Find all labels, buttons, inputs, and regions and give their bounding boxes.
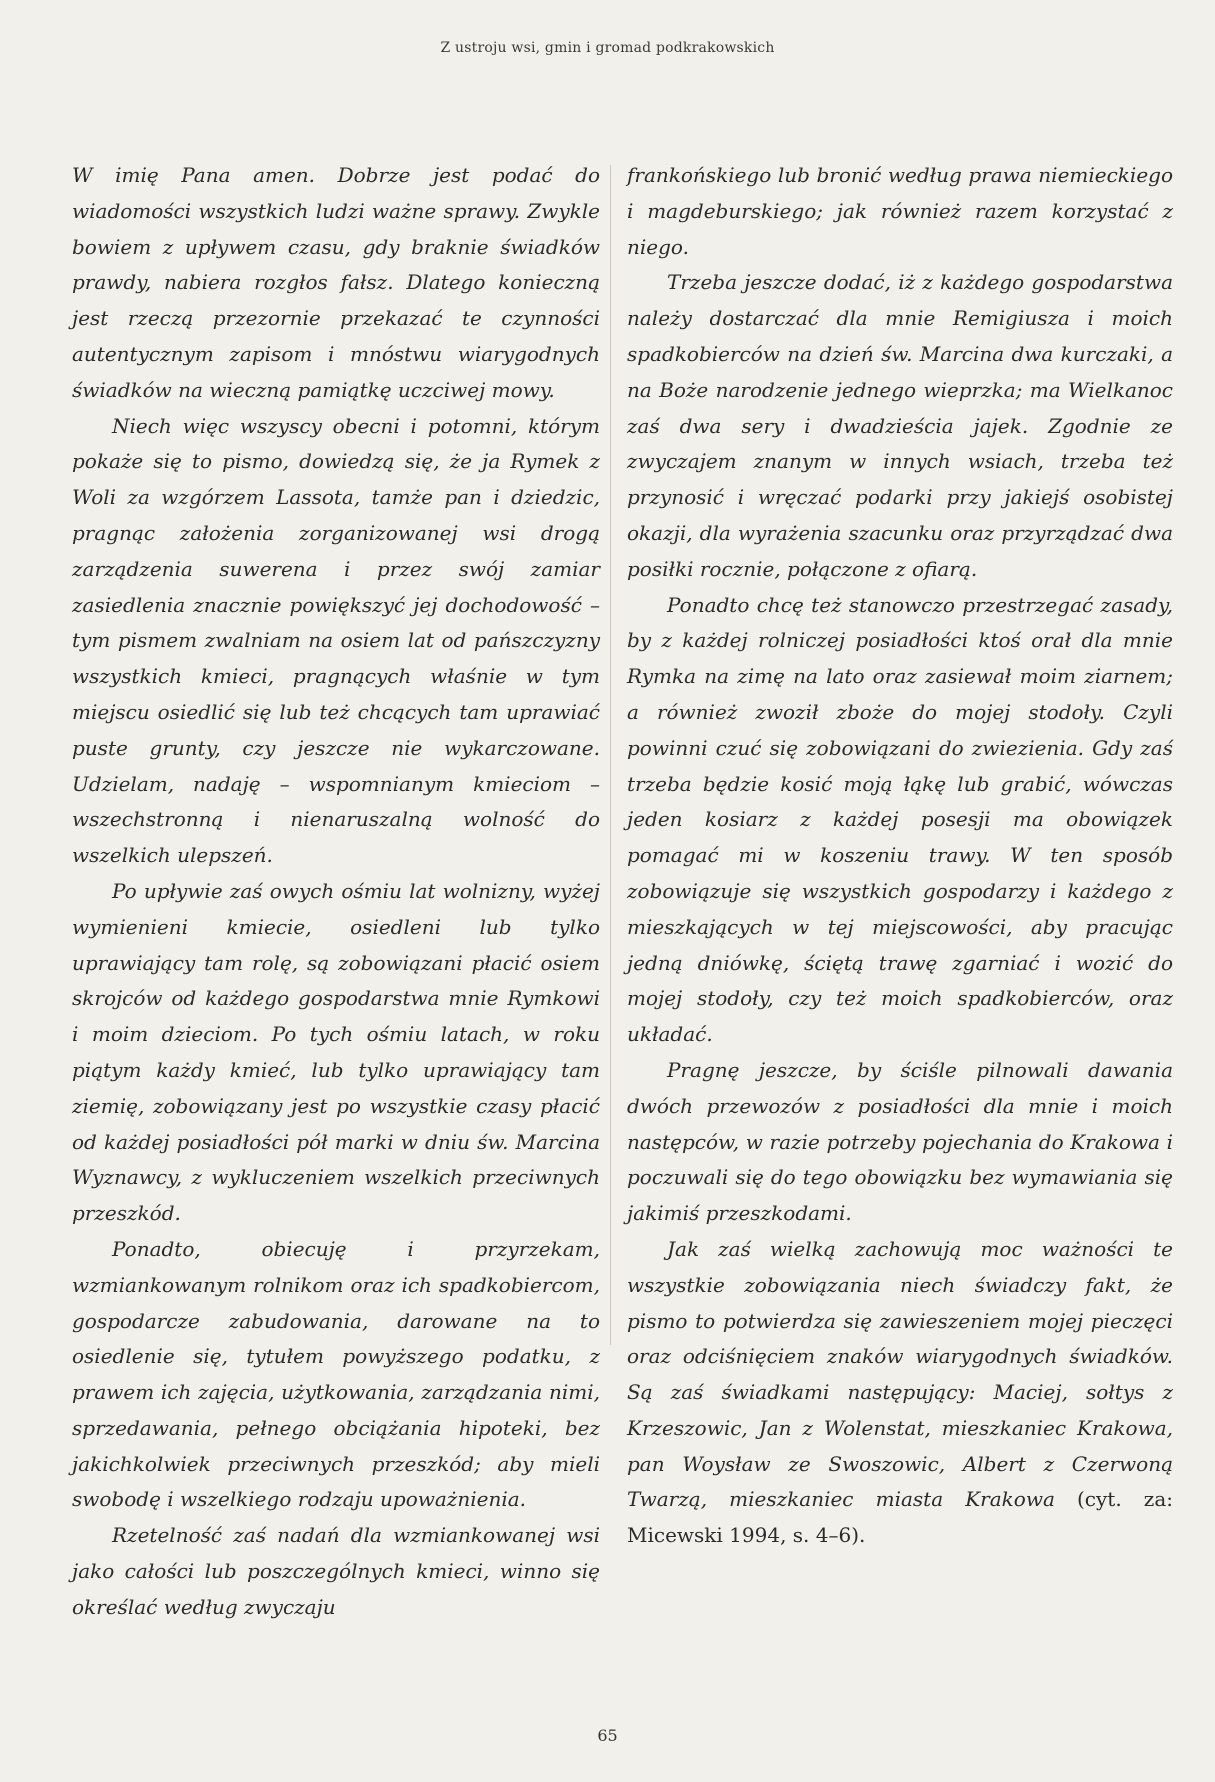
paragraph: Niech więc wszyscy obecni i potomni, którym pokaże się to pismo, dowiedzą się, że ja Rymek z Woli za wzgórzem Lassota, tamże pan i dziedzic, pragnąc założenia zorganizowanej wsi drogą zarządzenia suwerena i przez swój zamiar zasiedlenia znacznie powiększyć jej dochodowość – tym pismem zwalniam na osiem lat od pańszczyzny wszystkich kmieci, pragnących właśnie w tym miejscu osiedlić się lub też chcących tam uprawiać puste grunty, czy jeszcze nie wykarczowane. Udzielam, nadaję – wspomnianym kmieciom – wszechstronną i nienaruszalną wolność do wszelkich ulepszeń.	[72, 413, 600, 868]
paragraph: Ponadto chcę też stanowczo przestrzegać zasady, by z każdej rolniczej posiadłości ktoś orał dla mnie Rymka na zimę na lato oraz zasiewał moim ziarnem; a również zwoził zboże do mojej stodoły. Czyli powinni czuć się zobowiązani do zwiezienia. Gdy zaś trzeba będzie kosić moją łąkę lub grabić, wówczas jeden kosiarz z każdej posesji ma obowiązek pomagać mi w koszeniu trawy. W ten sposób zobowiązuje się wszystkich gospodarzy i każdego z mieszkających w tej miejscowości, aby pracując jedną dniówkę, ściętą trawę zgarniać i wozić do mojej stodoły, czy też moich spadkobierców, oraz układać.	[627, 592, 1173, 1047]
paragraph: W imię Pana amen. Dobrze jest podać do wiadomości wszystkich ludzi ważne sprawy. Zwykle bowiem z upływem czasu, gdy braknie świadków prawdy, nabiera rozgłos fałsz. Dlatego konieczną jest rzeczą przezornie przekazać te czynności autentycznym zapisom i mnóstwu wiarygodnych świadków na wieczną pamiątkę uczciwej mowy.	[72, 163, 600, 402]
paragraph	[627, 1232, 1173, 1554]
paragraph: Trzeba jeszcze dodać, iż z każdego gospodarstwa należy dostarczać dla mnie Remigiusza i moich spadkobierców na dzień św. Marcina dwa kurczaki, a na Boże narodzenie jednego wieprzka; ma Wielkanoc zaś dwa sery i dwadzieścia jajek. Zgodnie ze zwyczajem znanym w innych wsiach, trzeba też przynosić i wręczać podarki przy jakiejś osobistej okazji, dla wyrażenia szacunku oraz przyrządzać dwa posiłki rocznie, połączone z ofiarą.	[627, 270, 1173, 581]
paragraph: Ponadto, obiecuję i przyrzekam, wzmiankowanym rolnikom oraz ich spadkobiercom, gospodarcze zabudowania, darowane na to osiedlenie się, tytułem powyższego podatku, z prawem ich zajęcia, użytkowania, zarządzania nimi, sprzedawania, pełnego obciążania hipoteki, bez jakichkolwiek przeciwnych przeszkód; aby mieli swobodę i wszelkiego rodzaju upoważnienia.	[72, 1236, 600, 1512]
running-header: Z ustroju wsi, gmin i gromad podkrakowskich	[440, 40, 775, 56]
citation: (cyt. za: Micewski 1994, s. 4–6).	[627, 1487, 1173, 1548]
paragraph: Pragnę jeszcze, by ściśle pilnowali dawania dwóch przewozów z posiadłości dla mnie i moich następców, w razie potrzeby pojechania do Krakowa i poczuwali się do tego obowiązku bez wymawiania się jakimiś przeszkodami.	[627, 1057, 1173, 1226]
paragraph-text: Jak zaś wielką zachowują moc ważności te wszystkie zobowiązania niech świadczy fakt, że pismo to potwierdza się zawieszeniem mojej pieczęci oraz odciśnięciem znaków wiarygodnych świadków. Są zaś świadkami następujący: Maciej, sołtys z Krzeszowic, Jan z Wolenstat, mieszkaniec Krakowa, pan Woysław ze Swoszowic, Albert z Czerwoną Twarzą, mieszkaniec miasta Krakowa	[627, 1236, 1173, 1512]
paragraph: Po upływie zaś owych ośmiu lat wolnizny, wyżej wymienieni kmiecie, osiedleni lub tylko uprawiający tam rolę, są zobowiązani płacić osiem skrojców od każdego gospodarstwa mnie Rymkowi i moim dzieciom. Po tych ośmiu latach, w roku piątym każdy kmieć, lub tylko uprawiający tam ziemię, zobowiązany jest po wszystkie czasy płacić od każdej posiadłości pół marki w dniu św. Marcina Wyznawcy, z wykluczeniem wszelkich przeciwnych przeszkód.	[72, 878, 600, 1226]
paragraph: frankońskiego lub bronić według prawa niemieckiego i magdeburskiego; jak również razem korzystać z niego.	[627, 163, 1173, 259]
page-number: 65	[597, 1726, 618, 1745]
paragraph: Rzetelność zaś nadań dla wzmiankowanej wsi jako całości lub poszczególnych kmieci, winno się określać według zwyczaju	[72, 1523, 600, 1619]
right-text-column	[627, 158, 1173, 1554]
column-divider	[610, 165, 611, 1345]
left-text-column	[72, 158, 600, 1626]
